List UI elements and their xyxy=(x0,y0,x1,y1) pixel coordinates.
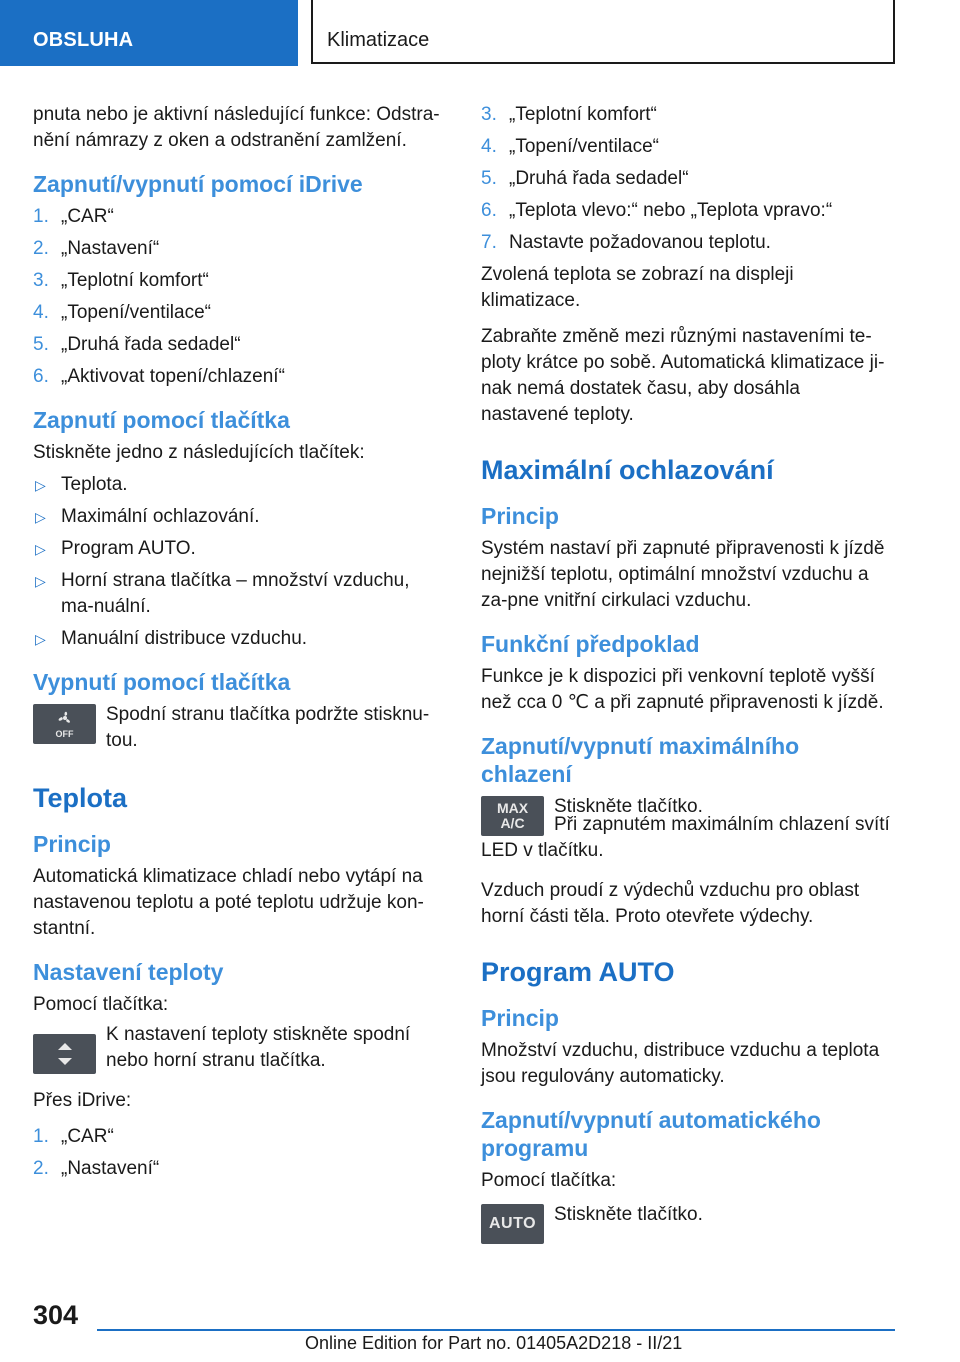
list-item: 1. „CAR“ xyxy=(33,1126,114,1147)
idrive-steps xyxy=(33,204,443,390)
max-switch-text-2: Při zapnutém maximálním chlazení svítí LED v tlačítku. xyxy=(481,814,890,861)
temperature-button-row xyxy=(33,1022,443,1074)
bullet-triangle-icon: ▷ xyxy=(35,509,46,525)
bullet-triangle-icon: ▷ xyxy=(35,631,46,647)
list-item: 7. Nastavte požadovanou teplotu. xyxy=(481,232,771,253)
max-switch-heading: Zapnutí/vypnutí maximálního chlazení xyxy=(481,733,800,787)
arrow-up-down-icon xyxy=(55,1041,75,1067)
max-cooling-heading: Maximální ochlazování xyxy=(481,455,774,485)
auto-principle-text: Množství vzduchu, distribuce vzduchu a teplota jsou regulovány automaticky. xyxy=(481,1040,880,1087)
left-column xyxy=(33,102,443,1188)
temperature-principle-heading: Princip xyxy=(33,831,111,857)
list-item: 6. „Aktivovat topení/chlazení“ xyxy=(33,366,285,387)
list-item: ▷ Program AUTO. xyxy=(33,536,443,562)
button-on-list xyxy=(33,472,443,652)
idrive-heading: Zapnutí/vypnutí pomocí iDrive xyxy=(33,171,363,197)
bullet-triangle-icon: ▷ xyxy=(35,477,46,493)
list-item: 5. „Druhá řada sedadel“ xyxy=(33,334,241,355)
page-header xyxy=(0,0,960,66)
button-off-heading: Vypnutí pomocí tlačítka xyxy=(33,669,291,695)
bullet-triangle-icon: ▷ xyxy=(35,573,46,589)
auto-switch-text: Stiskněte tlačítko. xyxy=(554,1204,703,1225)
temperature-set-heading: Nastavení teploty xyxy=(33,959,224,985)
list-item: 6. „Teplota vlevo:“ nebo „Teplota vpravo:“ xyxy=(481,200,833,221)
list-item: 5. „Druhá řada sedadel“ xyxy=(481,168,689,189)
list-item: ▷ Teplota. xyxy=(33,472,443,498)
button-on-heading: Zapnutí pomocí tlačítka xyxy=(33,407,290,433)
max-ac-button-icon: MAX A/C xyxy=(481,796,544,836)
auto-switch-heading: Zapnutí/vypnutí automatického programu xyxy=(481,1107,821,1161)
max-switch-text-1: Stiskněte tlačítko. xyxy=(554,796,703,817)
list-item: 4. „Topení/ventilace“ xyxy=(33,302,211,323)
list-item: 2. „Nastavení“ xyxy=(33,238,160,259)
temperature-set-text: K nastavení teploty stiskněte spodní nebo horní stranu tlačítka. xyxy=(106,1024,411,1071)
up-down-button-icon xyxy=(33,1034,96,1074)
max-requirement-text: Funkce je k dispozici při venkovní teplotě vyšší než cca 0 ℃ a při zapnuté připravenosti k jízdě. xyxy=(481,666,884,713)
via-idrive-steps xyxy=(33,1124,443,1182)
warning-paragraph: Zabraňte změně mezi různými nastaveními te-ploty krátce po sobě. Automatická klimatizace ji-nak nemá dostatek času, aby dosáhla nastavené teploty. xyxy=(481,326,885,425)
list-item: 3. „Teplotní komfort“ xyxy=(481,104,657,125)
list-item: ▷ Manuální distribuce vzduchu. xyxy=(33,626,443,652)
auto-heading: Program AUTO xyxy=(481,957,675,987)
right-column xyxy=(481,102,891,1252)
list-item: ▷ Horní strana tlačítka – množství vzduchu, ma-nuální. xyxy=(35,570,410,617)
list-item: 1. „CAR“ xyxy=(33,206,114,227)
display-paragraph: Zvolená teplota se zobrazí na displeji klimatizace. xyxy=(481,264,794,311)
bullet-triangle-icon: ▷ xyxy=(35,541,46,557)
auto-principle-heading: Princip xyxy=(481,1005,559,1031)
list-item: 4. „Topení/ventilace“ xyxy=(481,136,659,157)
max-air-text: Vzduch proudí z výdechů vzduchu pro oblast horní části těla. Proto otevřete výdechy. xyxy=(481,880,860,927)
temperature-heading: Teplota xyxy=(33,783,127,813)
fan-off-button-icon: OFF xyxy=(33,704,96,744)
footer-divider xyxy=(97,1329,895,1331)
section-tab: OBSLUHA xyxy=(0,0,298,66)
list-item: 2. „Nastavení“ xyxy=(33,1158,160,1179)
edition-text: Online Edition for Part no. 01405A2D218 - II/21 xyxy=(305,1333,683,1353)
max-principle-heading: Princip xyxy=(481,503,559,529)
max-ac-button-row xyxy=(481,794,891,838)
button-off-row xyxy=(33,702,443,754)
max-principle-text: Systém nastaví při zapnuté připravenosti k jízdě nejnižší teplotu, optimální množství vzduchu a za-pne vnitřní cirkulaci vzduchu. xyxy=(481,538,885,611)
via-idrive-text: Přes iDrive: xyxy=(33,1090,132,1111)
list-item: ▷ Maximální ochlazování. xyxy=(33,504,443,530)
auto-switch-intro: Pomocí tlačítka: xyxy=(481,1170,617,1191)
button-off-text: Spodní stranu tlačítka podržte stisknu-tou. xyxy=(106,704,430,751)
max-requirement-heading: Funkční předpoklad xyxy=(481,631,700,657)
intro-paragraph: pnuta nebo je aktivní následující funkce: Odstra-nění námrazy z oken a odstranění zamlžení. xyxy=(33,104,440,151)
auto-button-icon: AUTO xyxy=(481,1204,544,1244)
page-number: 304 xyxy=(33,1300,79,1330)
temperature-set-intro: Pomocí tlačítka: xyxy=(33,994,169,1015)
list-item: 3. „Teplotní komfort“ xyxy=(33,270,209,291)
auto-button-row xyxy=(481,1198,891,1242)
fan-icon xyxy=(53,709,77,727)
continued-steps xyxy=(481,102,891,256)
chapter-title: Klimatizace xyxy=(311,0,895,64)
temperature-principle-text: Automatická klimatizace chladí nebo vytápí na nastavenou teplotu a poté teplotu udržuje kon-stantní. xyxy=(33,866,424,939)
button-on-text: Stiskněte jedno z následujících tlačítek: xyxy=(33,442,365,463)
